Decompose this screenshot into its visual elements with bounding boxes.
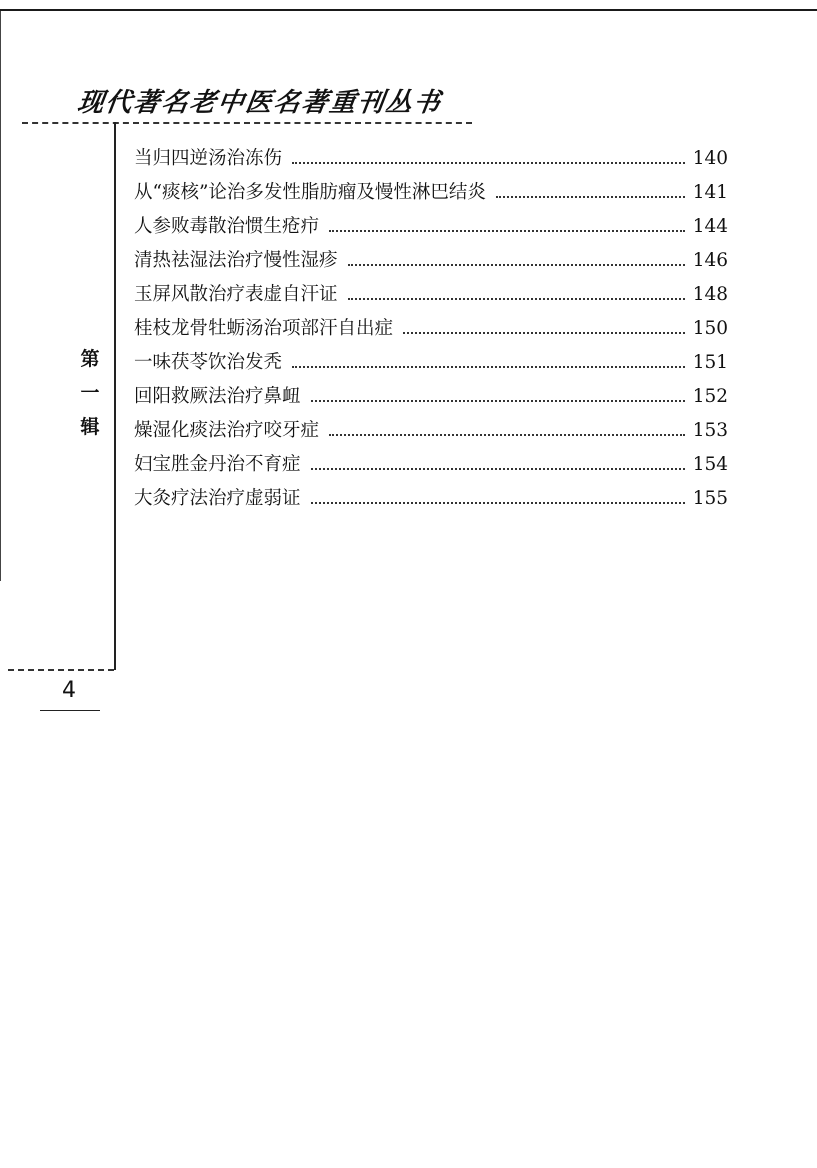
toc-leader-dots bbox=[292, 366, 685, 368]
side-label-char: 辑 bbox=[80, 416, 100, 438]
toc-leader-dots bbox=[311, 400, 685, 402]
series-title: 现代著名老中医名著重刊丛书 bbox=[75, 88, 444, 118]
toc-entry[interactable] bbox=[134, 414, 728, 448]
toc-leader-dots bbox=[496, 196, 685, 198]
toc-entry-title: 回阳救厥法治疗鼻衄 bbox=[134, 386, 301, 407]
toc-entry-page: 146 bbox=[692, 250, 728, 271]
page-number-rule bbox=[40, 710, 100, 711]
toc-entry[interactable] bbox=[134, 210, 728, 244]
toc-entry-page: 144 bbox=[692, 216, 728, 237]
toc-leader-dots bbox=[348, 264, 685, 266]
toc-entry-page: 151 bbox=[692, 352, 728, 373]
toc-leader-dots bbox=[348, 298, 685, 300]
toc-leader-dots bbox=[329, 434, 685, 436]
toc-entry[interactable] bbox=[134, 244, 728, 278]
toc-leader-dots bbox=[329, 230, 685, 232]
toc-entry-title: 清热祛湿法治疗慢性湿疹 bbox=[134, 250, 338, 271]
toc-leader-dots bbox=[292, 162, 685, 164]
toc-entry-title: 人参败毒散治惯生疮疖 bbox=[134, 216, 320, 237]
header-dashed-rule bbox=[22, 122, 472, 124]
toc-entry[interactable] bbox=[134, 278, 728, 312]
side-label-char: 一 bbox=[80, 382, 100, 404]
toc-entry-title: 一味茯苓饮治发秃 bbox=[134, 352, 283, 373]
toc-entry-title: 当归四逆汤治冻伤 bbox=[134, 148, 283, 169]
toc-entry[interactable] bbox=[134, 482, 728, 516]
toc-leader-dots bbox=[311, 468, 685, 470]
toc-entry[interactable] bbox=[134, 380, 728, 414]
toc-entry-title: 大灸疗法治疗虚弱证 bbox=[134, 488, 301, 509]
footer-dashed-rule bbox=[8, 669, 114, 671]
toc-entry-page: 148 bbox=[692, 284, 728, 305]
toc-entry[interactable] bbox=[134, 312, 728, 346]
page-number: 4 bbox=[62, 678, 76, 703]
toc-entry-page: 152 bbox=[692, 386, 728, 407]
toc-entry-page: 141 bbox=[692, 182, 728, 203]
toc-entry-page: 140 bbox=[692, 148, 728, 169]
side-label-char: 第 bbox=[80, 348, 100, 370]
toc-entry-page: 153 bbox=[692, 420, 728, 441]
toc-entry-page: 154 bbox=[692, 454, 728, 475]
toc-entry[interactable] bbox=[134, 346, 728, 380]
page-edge-line bbox=[0, 11, 1, 581]
toc-entry-title: 从“痰核”论治多发性脂肪瘤及慢性淋巴结炎 bbox=[134, 182, 486, 203]
top-rule bbox=[0, 9, 817, 11]
toc-entry-page: 155 bbox=[692, 488, 728, 509]
toc-entry[interactable] bbox=[134, 176, 728, 210]
toc-leader-dots bbox=[311, 502, 685, 504]
volume-side-label bbox=[74, 342, 106, 444]
margin-vertical-rule bbox=[114, 122, 116, 670]
toc-entry[interactable] bbox=[134, 448, 728, 482]
toc-entry-title: 玉屏风散治疗表虚自汗证 bbox=[134, 284, 338, 305]
toc-entry-title: 燥湿化痰法治疗咬牙症 bbox=[134, 420, 320, 441]
toc-entry-title: 妇宝胜金丹治不育症 bbox=[134, 454, 301, 475]
toc-entry-title: 桂枝龙骨牡蛎汤治项部汗自出症 bbox=[134, 318, 394, 339]
toc-entry[interactable] bbox=[134, 142, 728, 176]
toc-entry-page: 150 bbox=[692, 318, 728, 339]
table-of-contents bbox=[134, 142, 728, 516]
toc-leader-dots bbox=[403, 332, 685, 334]
